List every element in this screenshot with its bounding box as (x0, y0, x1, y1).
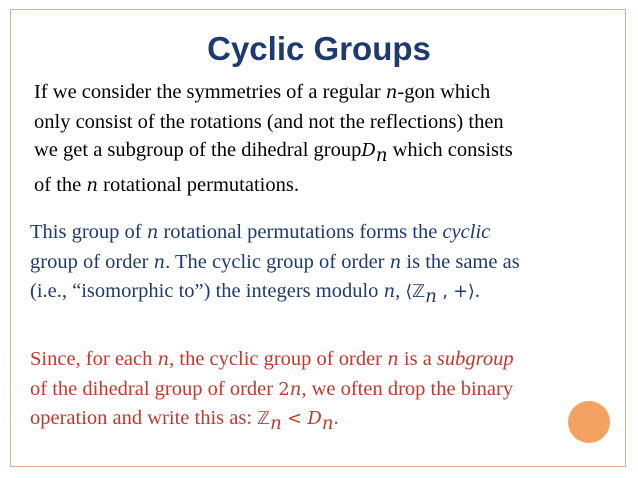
slide-title: Cyclic Groups (207, 30, 431, 67)
text-line: If we consider the symmetries of a regular n-gon which (34, 81, 491, 103)
paragraph-symmetries (34, 78, 624, 200)
text-line: Since, for each n, the cyclic group of order n is a subgroup (30, 348, 514, 370)
text-line: group of order n. The cyclic group of order n is the same as (30, 250, 520, 273)
text-line: operation and write this as: ℤ$_n$ < $D_n$. (30, 407, 339, 435)
text-line: only consist of the rotations (and not the reflections) then (34, 110, 504, 133)
paragraph-subgroup (30, 345, 630, 439)
text-line: of the dihedral group of order 2n, we often drop the binary (30, 377, 514, 400)
text-line: (i.e., “isomorphic to”) the integers modulo n, ⟨ℤ$_n$ , +⟩. (30, 280, 480, 308)
decorative-circle (568, 401, 610, 443)
text-line: of the n rotational permutations. (34, 173, 299, 196)
text-line: we get a subgroup of the dihedral groupD$_n$ which consists (34, 139, 513, 167)
paragraph-cyclic-definition (30, 218, 630, 312)
text-line: This group of n rotational permutations forms the cyclic (30, 221, 491, 243)
